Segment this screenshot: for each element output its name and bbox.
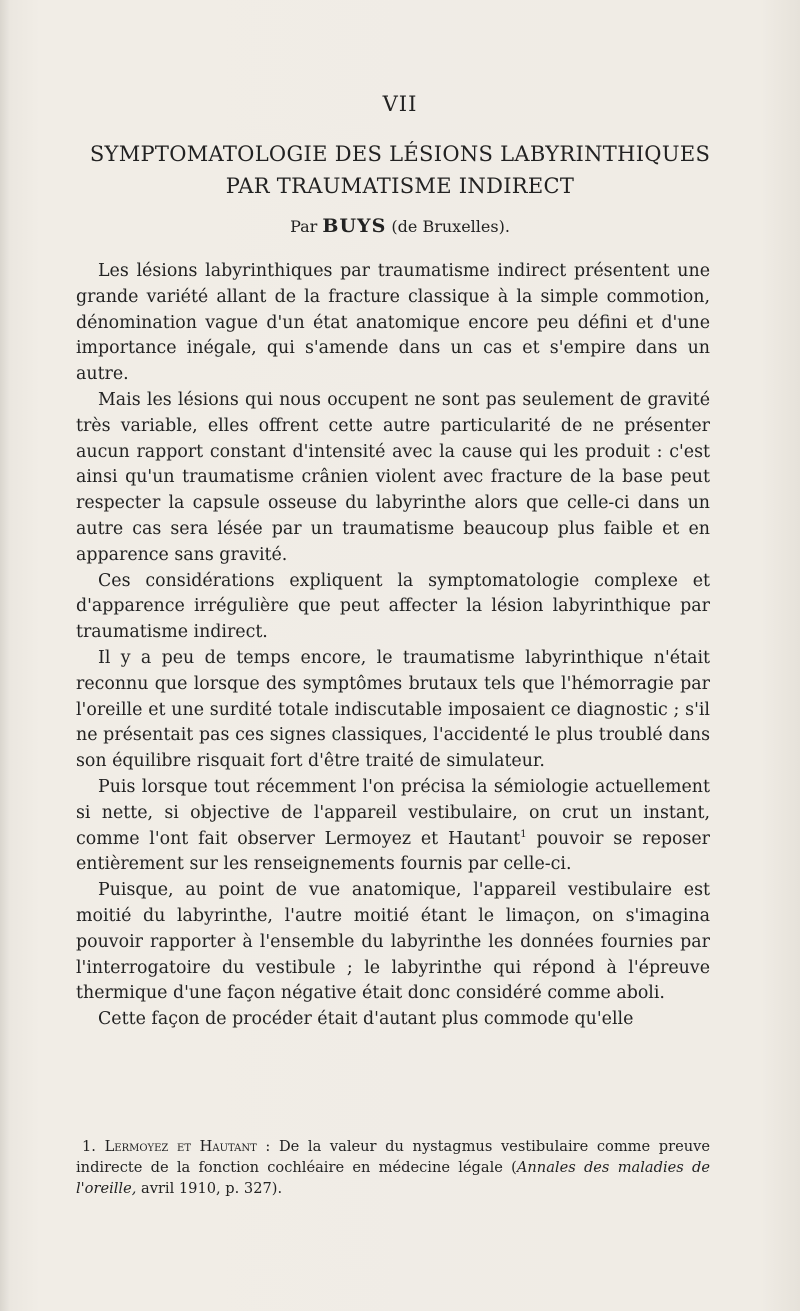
paragraph: Mais les lésions qui nous occupent ne sont pas seulement de gravité très variable, elles offrent cette autre particularité de ne présenter aucun rapport constant d'intensité avec la cause qui les produit : c'est ainsi qu'un traumatisme crânien violent avec fracture de la base peut respecter la capsule osseuse du labyrinthe alors que celle-ci dans un autre cas sera lésée par un traumatisme beaucoup plus faible et en apparence sans gravité. (76, 389, 710, 565)
footnote-tail: avril 1910, p. 327). (136, 1180, 283, 1197)
footnote-number: 1. (82, 1138, 96, 1155)
byline-prefix: Par (290, 217, 323, 236)
footnote-text: : De la valeur du nystagmus vestibulaire comme preuve indirecte de la fonction cochléaire en médecine légale ( (76, 1138, 710, 1176)
chapter-title (0, 138, 800, 202)
chapter-title-line-2: PAR TRAUMATISME INDIRECT (225, 174, 575, 198)
body-text (76, 259, 710, 1033)
paragraph: Il y a peu de temps encore, le traumatisme labyrinthique n'était reconnu que lorsque des symptômes brutaux tels que l'hémorragie par l'oreille et une surdité totale indiscutable imposaient ce diagnostic ; s'il ne présentait pas ces signes classiques, l'accidenté le plus troublé dans son équilibre risquait fort d'être traité de simulateur. (76, 647, 710, 772)
footnotes (76, 1136, 710, 1199)
paragraph: Ces considérations expliquent la symptomatologie complexe et d'apparence irrégulière que peut affecter la lésion labyrinthique par traumatisme indirect. (76, 570, 710, 643)
footnote (76, 1136, 710, 1199)
paragraph: Cette façon de procéder était d'autant plus commode qu'elle (98, 1009, 634, 1030)
paragraph (76, 775, 710, 878)
footnote-journal: Annales des maladies de l'oreille, (76, 1159, 710, 1197)
chapter-number: VII (382, 92, 418, 116)
footnote-authors: Lermoyez et Hautant (104, 1138, 257, 1155)
byline (0, 215, 800, 237)
author-affiliation: (de Bruxelles). (386, 217, 510, 236)
paragraph: Puisque, au point de vue anatomique, l'appareil vestibulaire est moitié du labyrinthe, l'autre moitié étant le limaçon, on s'imagina pouvoir rapporter à l'ensemble du labyrinthe les données fournies par l'interrogatoire du vestibule ; le labyrinthe qui répond à l'épreuve thermique d'une façon négative était donc considéré comme aboli. (76, 880, 710, 1004)
footnote-reference: 1 (520, 828, 527, 840)
author-name: BUYS (322, 215, 387, 237)
paragraph-text: Puis lorsque tout récemment l'on précisa la sémiologie actuellement si nette, si objective de l'appareil vestibulaire, on crut un instant, comme l'ont fait observer Lermoyez et Hautant (76, 776, 710, 849)
chapter-title-line-1: SYMPTOMATOLOGIE DES LÉSIONS LABYRINTHIQUES (89, 142, 711, 166)
paragraph-text: pouvoir se reposer entièrement sur les renseignements fournis par celle-ci. (76, 828, 710, 875)
paragraph: Les lésions labyrinthiques par traumatisme indirect présentent une grande variété allant de la fracture classique à la simple commotion, dénomination vague d'un état anatomique encore peu défini et d'une importance inégale, qui s'amende dans un cas et s'empire dans un autre. (76, 261, 710, 385)
